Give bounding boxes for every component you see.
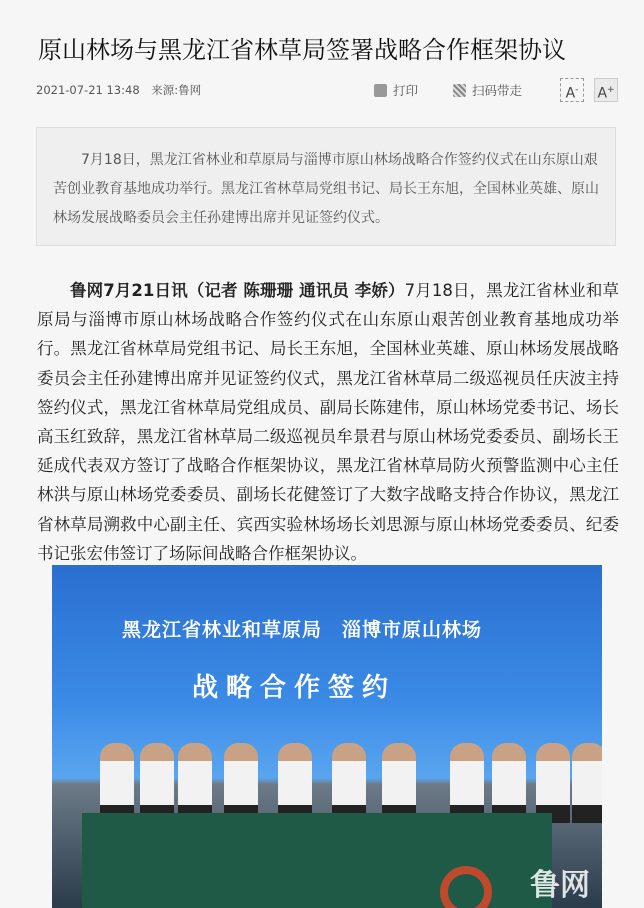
font-smaller-label: A: [565, 85, 576, 102]
banner-line-1: 黑龙江省林业和草原局 淄博市原山林场: [122, 619, 483, 641]
publish-datetime: 2021-07-21 13:48: [36, 83, 140, 97]
scan-qr-label: 扫码带走: [472, 83, 523, 98]
person: [224, 743, 258, 823]
person: [140, 743, 174, 823]
font-smaller-button[interactable]: [560, 78, 584, 102]
plus-sign: +: [607, 85, 615, 95]
person: [536, 743, 570, 823]
person: [450, 743, 484, 823]
article-summary: 7月18日，黑龙江省林业和草原局与淄博市原山林场战略合作签约仪式在山东原山艰苦创业教育基地成功举行。黑龙江省林草局党组书记、局长王东旭，全国林业英雄、原山林场发展战略委员会主任孙建博出席并见证签约仪式。: [36, 127, 616, 246]
font-larger-button[interactable]: [594, 78, 618, 102]
person: [572, 743, 602, 823]
article-body-text: 7月18日，黑龙江省林业和草原局与淄博市原山林场战略合作签约仪式在山东原山艰苦创业教育基地成功举行。黑龙江省林草局党组书记、局长王东旭，全国林业英雄、原山林场发展战略委员会主任孙建博出席并见证签约仪式，黑龙江省林草局二级巡视员任庆波主持签约仪式，黑龙江省林草局党组成员、副局长陈建伟，原山林场党委书记、场长高玉红致辞，黑龙江省林草局二级巡视员牟景君与原山林场党委委员、副场长王延成代表双方签订了战略合作框架协议，黑龙江省林草局防火预警监测中心主任林洪与原山林场党委委员、副场长花健签订了大数字战略支持合作协议，黑龙江省林草局溯救中心副主任、宾西实验林场场长刘思源与原山林场党委委员、纪委书记张宏伟签订了场际间战略合作框架协议。: [37, 281, 619, 563]
person: [178, 743, 212, 823]
watermark: 鲁网: [530, 868, 590, 903]
article-source: 来源:鲁网: [151, 83, 202, 97]
minus-sign: -: [575, 85, 579, 95]
article-body: [37, 276, 619, 568]
person: [278, 743, 312, 823]
article-photo: [52, 565, 602, 908]
font-larger-label: A: [597, 85, 608, 102]
article-meta: [36, 82, 209, 98]
article-lead: 鲁网7月21日讯（记者 陈珊珊 通讯员 李娇）: [70, 281, 405, 300]
article-title: 原山林场与黑龙江省林草局签署战略合作框架协议: [38, 36, 566, 64]
person: [382, 743, 416, 823]
print-button[interactable]: [374, 81, 418, 99]
qr-code-icon: [453, 84, 466, 97]
person: [332, 743, 366, 823]
person: [100, 743, 134, 823]
person: [492, 743, 526, 823]
print-label: 打印: [393, 83, 419, 98]
scan-qr-button[interactable]: [453, 81, 522, 99]
banner-line-2: 战略合作签约: [192, 673, 397, 703]
printer-icon: [374, 84, 387, 97]
